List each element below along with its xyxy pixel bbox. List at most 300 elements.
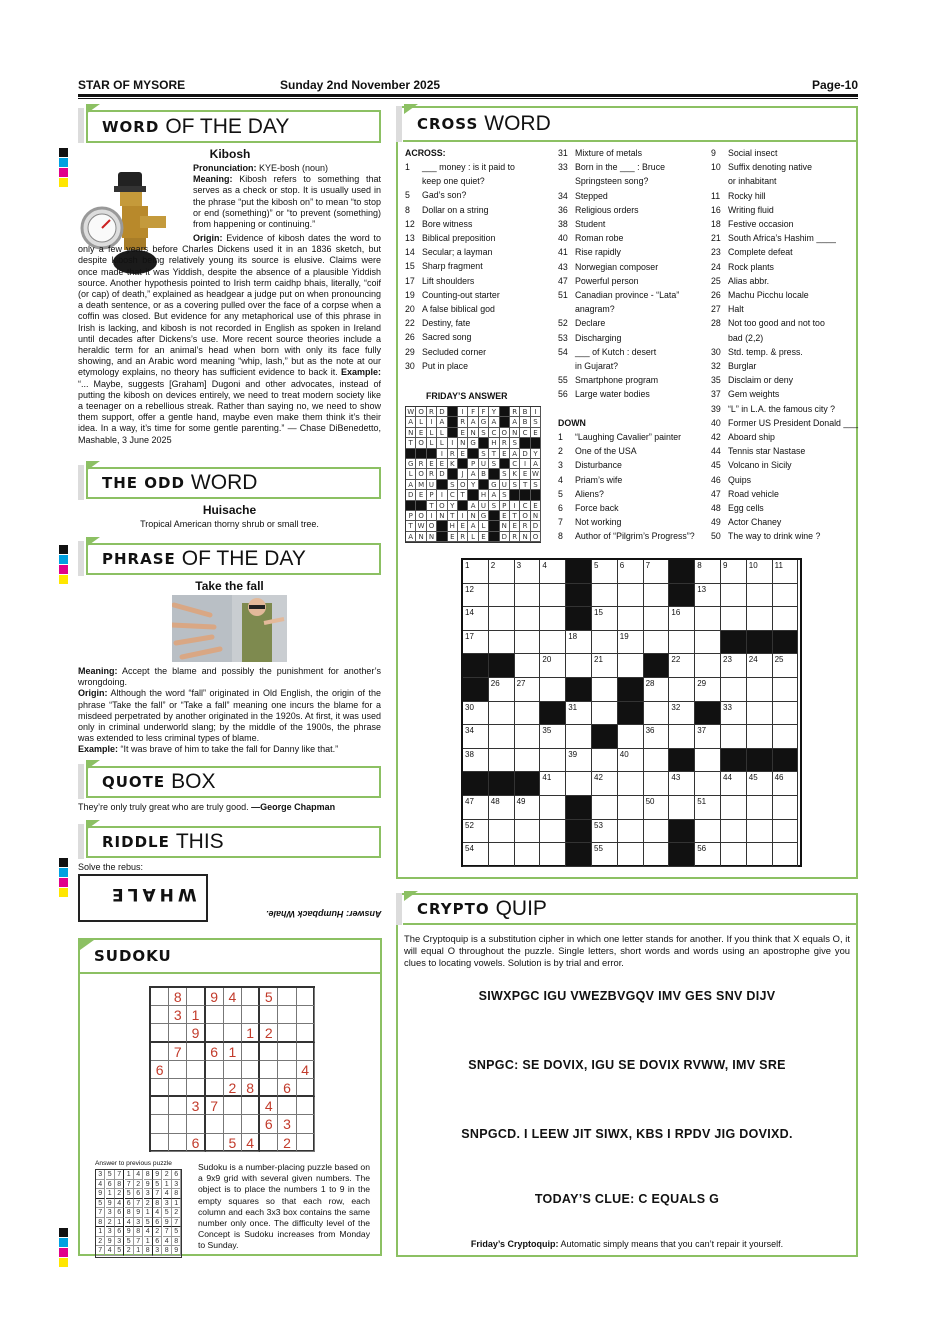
sudoku-cell[interactable]: [278, 988, 296, 1006]
crossword-cell[interactable]: 53: [592, 820, 618, 844]
answer-cell: S: [510, 438, 520, 448]
answer-cell: T: [406, 521, 416, 531]
answer-cell: E: [510, 521, 520, 531]
answer-cell: W: [531, 469, 541, 479]
answer-cell: E: [531, 428, 541, 438]
crossword-cell[interactable]: 50: [644, 796, 670, 820]
sudoku-cell[interactable]: [151, 1115, 169, 1133]
sudoku-cell[interactable]: 7: [206, 1097, 224, 1115]
crossword-cell[interactable]: 54: [463, 843, 489, 867]
sudoku-cell[interactable]: [242, 988, 260, 1006]
crossword-cell[interactable]: 49: [515, 796, 541, 820]
crossword-cell[interactable]: 29: [695, 678, 721, 702]
crossword-cell[interactable]: 33: [721, 702, 747, 726]
crossword-cell[interactable]: 1: [463, 560, 489, 584]
clue-text: ___ of Kutch : desert: [575, 346, 657, 357]
crossword-cell[interactable]: 51: [695, 796, 721, 820]
clue-text: Dollar on a string: [422, 204, 489, 215]
sudoku-cell[interactable]: [278, 1061, 296, 1079]
crossword-cell[interactable]: [489, 607, 515, 631]
previous-answer-cell: 8: [125, 1208, 134, 1218]
crossword-cell[interactable]: [721, 678, 747, 702]
crossword-cell[interactable]: [618, 772, 644, 796]
sudoku-cell[interactable]: [297, 1079, 315, 1097]
answer-cell: D: [531, 521, 541, 531]
crossword-block: [566, 607, 592, 631]
crossword-cell[interactable]: 41: [540, 772, 566, 796]
crossword-cell[interactable]: [747, 702, 773, 726]
crossword-cell[interactable]: 47: [463, 796, 489, 820]
down-clue: [711, 316, 825, 330]
previous-answer-cell: 1: [163, 1180, 172, 1190]
crossword-cell[interactable]: [644, 607, 670, 631]
crossword-cell[interactable]: [747, 678, 773, 702]
answer-cell: I: [448, 438, 458, 448]
answer-cell: A: [468, 469, 478, 479]
answer-cell: E: [427, 459, 437, 469]
crossword-cell[interactable]: 56: [695, 843, 721, 867]
crossword-cell[interactable]: 14: [463, 607, 489, 631]
sudoku-cell[interactable]: [242, 1043, 260, 1061]
sudoku-cell[interactable]: [260, 1134, 278, 1152]
sudoku-cell[interactable]: [169, 1134, 187, 1152]
crossword-cell[interactable]: [669, 725, 695, 749]
cryptoquip-line-3: SNPGCD. I LEEW JIT SIWX, KBS I RPDV JIG DOVIXD.: [461, 1127, 793, 1141]
clue-number: 19: [405, 289, 415, 300]
sudoku-cell[interactable]: [206, 1115, 224, 1133]
answer-cell: T: [510, 511, 520, 521]
crossword-cell[interactable]: 55: [592, 843, 618, 867]
across-clue: [405, 203, 489, 217]
crossword-cell[interactable]: [695, 749, 721, 773]
crossword-cell[interactable]: 25: [773, 654, 799, 678]
sudoku-cell[interactable]: 1: [187, 1006, 205, 1024]
crossword-cell[interactable]: [618, 820, 644, 844]
crossword-cell[interactable]: [566, 725, 592, 749]
sudoku-cell[interactable]: [169, 1097, 187, 1115]
sudoku-cell[interactable]: 7: [169, 1043, 187, 1061]
crossword-cell[interactable]: [773, 678, 799, 702]
answer-cell: O: [416, 407, 426, 417]
answer-cell: O: [458, 480, 468, 490]
crossword-cell[interactable]: 4: [540, 560, 566, 584]
sudoku-cell[interactable]: 6: [187, 1134, 205, 1152]
previous-answer-cell: 3: [134, 1218, 143, 1228]
previous-answer-cell: 7: [163, 1227, 172, 1237]
crossword-cell[interactable]: 12: [463, 584, 489, 608]
sudoku-cell[interactable]: [242, 1061, 260, 1079]
clue-number: 2: [558, 446, 563, 457]
crossword-cell[interactable]: 48: [489, 796, 515, 820]
crossword-cell[interactable]: [747, 584, 773, 608]
sudoku-cell[interactable]: [242, 1006, 260, 1024]
sudoku-cell[interactable]: [297, 1024, 315, 1042]
sudoku-cell[interactable]: 9: [187, 1024, 205, 1042]
crossword-cell[interactable]: [489, 702, 515, 726]
sudoku-cell[interactable]: 2: [278, 1134, 296, 1152]
clue-text: Disclaim or deny: [728, 375, 794, 386]
sudoku-cell[interactable]: [278, 1024, 296, 1042]
crossword-cell[interactable]: 6: [618, 560, 644, 584]
sudoku-cell[interactable]: 6: [278, 1079, 296, 1097]
crossword-block: [773, 631, 799, 655]
crossword-cell[interactable]: [489, 749, 515, 773]
sudoku-cell[interactable]: [297, 1097, 315, 1115]
crossword-cell[interactable]: [489, 584, 515, 608]
across-clue: [558, 260, 658, 274]
sudoku-cell[interactable]: [242, 1097, 260, 1115]
sudoku-cell[interactable]: [151, 1097, 169, 1115]
across-clue: [405, 245, 492, 259]
crossword-cell[interactable]: 24: [747, 654, 773, 678]
across-clue: [405, 288, 500, 302]
crossword-cell[interactable]: 42: [592, 772, 618, 796]
sudoku-cell[interactable]: [224, 1006, 242, 1024]
sudoku-cell[interactable]: [187, 1043, 205, 1061]
across-clue: [558, 373, 658, 387]
answer-cell: O: [416, 469, 426, 479]
crossword-cell[interactable]: [773, 820, 799, 844]
crossword-cell[interactable]: [515, 725, 541, 749]
sudoku-cell[interactable]: [278, 1097, 296, 1115]
previous-answer-cell: 3: [153, 1246, 162, 1256]
crossword-cell[interactable]: 31: [566, 702, 592, 726]
clue-number: 20: [405, 304, 415, 314]
crossword-cell[interactable]: 5: [592, 560, 618, 584]
crossword-cell[interactable]: 18: [566, 631, 592, 655]
sudoku-cell[interactable]: [151, 988, 169, 1006]
crossword-cell[interactable]: 8: [695, 560, 721, 584]
crossword-cell[interactable]: [773, 607, 799, 631]
crossword-cell[interactable]: [721, 796, 747, 820]
answer-block: [448, 428, 458, 438]
crossword-cell[interactable]: 26: [489, 678, 515, 702]
crossword-cell[interactable]: [540, 631, 566, 655]
crossword-cell[interactable]: [644, 631, 670, 655]
crossword-cell[interactable]: [489, 820, 515, 844]
crossword-cell[interactable]: [644, 772, 670, 796]
answer-cell: E: [500, 511, 510, 521]
crossword-cell[interactable]: [515, 584, 541, 608]
crossword-cell[interactable]: 20: [540, 654, 566, 678]
crossword-cell[interactable]: [489, 631, 515, 655]
crossword-block: [695, 702, 721, 726]
crossword-cell[interactable]: 52: [463, 820, 489, 844]
crossword-cell[interactable]: [566, 654, 592, 678]
across-clue: [558, 302, 615, 316]
sudoku-cell[interactable]: 6: [260, 1115, 278, 1133]
answer-cell: H: [448, 521, 458, 531]
sudoku-cell[interactable]: [224, 1061, 242, 1079]
crossword-cell[interactable]: 36: [644, 725, 670, 749]
sudoku-cell[interactable]: [297, 1006, 315, 1024]
crossword-cell[interactable]: 32: [669, 702, 695, 726]
clue-text: The way to drink wine ?: [728, 531, 821, 542]
previous-answer-cell: 9: [172, 1246, 181, 1256]
crossword-cell[interactable]: [695, 820, 721, 844]
answer-cell: R: [427, 407, 437, 417]
crossword-cell[interactable]: [618, 843, 644, 867]
crossword-cell[interactable]: [540, 749, 566, 773]
previous-answer-cell: 5: [125, 1189, 134, 1199]
sudoku-cell[interactable]: 2: [224, 1079, 242, 1097]
sudoku-cell[interactable]: [169, 1079, 187, 1097]
crossword-cell[interactable]: 39: [566, 749, 592, 773]
crossword-cell[interactable]: [669, 796, 695, 820]
crossword-cell[interactable]: 7: [644, 560, 670, 584]
crossword-cell[interactable]: [540, 584, 566, 608]
sudoku-cell[interactable]: [187, 1079, 205, 1097]
answer-cell: E: [437, 459, 447, 469]
crossword-cell[interactable]: [644, 820, 670, 844]
sudoku-cell[interactable]: 3: [278, 1115, 296, 1133]
previous-answer-cell: 8: [153, 1199, 162, 1209]
crossword-cell[interactable]: 43: [669, 772, 695, 796]
sudoku-cell[interactable]: [206, 1024, 224, 1042]
crossword-cell[interactable]: 27: [515, 678, 541, 702]
previous-answer-cell: 6: [153, 1237, 162, 1247]
crossword-cell[interactable]: 16: [669, 607, 695, 631]
crossword-grid[interactable]: [461, 558, 802, 867]
sudoku-cell[interactable]: [224, 1024, 242, 1042]
answer-block: [500, 459, 510, 469]
crossword-cell[interactable]: [695, 607, 721, 631]
sudoku-cell[interactable]: 9: [206, 988, 224, 1006]
crossword-cell[interactable]: 15: [592, 607, 618, 631]
crossword-cell[interactable]: 23: [721, 654, 747, 678]
sudoku-cell[interactable]: 1: [224, 1043, 242, 1061]
sudoku-cell[interactable]: [297, 988, 315, 1006]
crossword-cell[interactable]: [721, 607, 747, 631]
crossword-cell[interactable]: [773, 796, 799, 820]
crossword-cell[interactable]: [721, 584, 747, 608]
crossword-cell[interactable]: 11: [773, 560, 799, 584]
down-clue: [711, 189, 766, 203]
crossword-cell[interactable]: [773, 725, 799, 749]
crossword-block: [669, 584, 695, 608]
sudoku-cell[interactable]: [224, 1097, 242, 1115]
crossword-cell[interactable]: [489, 725, 515, 749]
clue-number: 15: [405, 261, 415, 272]
crossword-cell[interactable]: [644, 702, 670, 726]
crossword-cell[interactable]: [695, 631, 721, 655]
sudoku-cell[interactable]: [297, 1134, 315, 1152]
crossword-cell[interactable]: [566, 772, 592, 796]
crossword-cell[interactable]: [618, 725, 644, 749]
sudoku-cell[interactable]: [260, 1079, 278, 1097]
previous-answer-cell: 6: [134, 1189, 143, 1199]
crossword-cell[interactable]: [669, 678, 695, 702]
sudoku-cell[interactable]: [169, 1024, 187, 1042]
crossword-cell[interactable]: [489, 843, 515, 867]
sudoku-cell[interactable]: [242, 1115, 260, 1133]
answer-cell: S: [500, 469, 510, 479]
crossword-cell[interactable]: [540, 820, 566, 844]
sudoku-cell[interactable]: [206, 1061, 224, 1079]
crossword-cell[interactable]: [747, 725, 773, 749]
sudoku-cell[interactable]: 1: [242, 1024, 260, 1042]
crossword-cell[interactable]: [773, 584, 799, 608]
sudoku-cell[interactable]: 8: [169, 988, 187, 1006]
crossword-cell[interactable]: [773, 843, 799, 867]
sudoku-cell[interactable]: 3: [187, 1097, 205, 1115]
crossword-cell[interactable]: [540, 607, 566, 631]
crossword-cell[interactable]: [695, 654, 721, 678]
sudoku-cell[interactable]: [169, 1115, 187, 1133]
crossword-cell[interactable]: [592, 702, 618, 726]
crossword-cell[interactable]: [515, 820, 541, 844]
sudoku-cell[interactable]: 8: [242, 1079, 260, 1097]
crossword-cell[interactable]: [644, 843, 670, 867]
sudoku-cell[interactable]: 4: [260, 1097, 278, 1115]
down-clue: [558, 444, 637, 458]
answer-block: [406, 501, 416, 511]
crossword-cell[interactable]: [515, 607, 541, 631]
clue-number: 22: [405, 318, 415, 329]
crossword-cell[interactable]: 45: [747, 772, 773, 796]
answer-block: [520, 438, 530, 448]
sudoku-cell[interactable]: [297, 1043, 315, 1061]
crossword-cell[interactable]: 17: [463, 631, 489, 655]
sudoku-cell[interactable]: 4: [224, 988, 242, 1006]
crossword-cell[interactable]: 38: [463, 749, 489, 773]
sudoku-cell[interactable]: [151, 1079, 169, 1097]
crossword-cell[interactable]: [515, 749, 541, 773]
crossword-cell[interactable]: 2: [489, 560, 515, 584]
sudoku-cell[interactable]: [169, 1061, 187, 1079]
crossword-cell[interactable]: 37: [695, 725, 721, 749]
clue-number: 48: [711, 503, 721, 513]
sudoku-cell[interactable]: [260, 1061, 278, 1079]
answer-cell: O: [500, 428, 510, 438]
crossword-cell[interactable]: [747, 607, 773, 631]
clue-number: 8: [405, 204, 410, 215]
clue-text: Sharp fragment: [422, 261, 483, 272]
crossword-cell[interactable]: [515, 631, 541, 655]
sudoku-cell[interactable]: 4: [242, 1134, 260, 1152]
sudoku-cell[interactable]: [151, 1134, 169, 1152]
crossword-cell[interactable]: 13: [695, 584, 721, 608]
clue-text: Not too good and not too: [728, 318, 825, 329]
sudoku-cell[interactable]: 2: [260, 1024, 278, 1042]
crossword-cell[interactable]: [540, 843, 566, 867]
previous-answer-cell: 8: [144, 1246, 153, 1256]
crossword-cell[interactable]: [721, 820, 747, 844]
across-clue: [405, 174, 485, 188]
sudoku-cell[interactable]: [297, 1115, 315, 1133]
crossword-cell[interactable]: 22: [669, 654, 695, 678]
crossword-cell[interactable]: [618, 654, 644, 678]
down-clue: [711, 387, 779, 401]
crossword-cell[interactable]: [515, 654, 541, 678]
sudoku-cell[interactable]: [187, 1061, 205, 1079]
phrase-header: PHRASE OF THE DAY: [86, 543, 381, 575]
sudoku-cell[interactable]: 5: [260, 988, 278, 1006]
crossword-cell[interactable]: [515, 702, 541, 726]
sudoku-cell[interactable]: 4: [297, 1061, 315, 1079]
sudoku-cell[interactable]: [206, 1079, 224, 1097]
crossword-cell[interactable]: 9: [721, 560, 747, 584]
crossword-cell[interactable]: [515, 843, 541, 867]
crossword-cell[interactable]: [644, 749, 670, 773]
clue-number: 52: [558, 318, 568, 329]
down-clue: [711, 146, 777, 160]
previous-answer-cell: 5: [96, 1199, 105, 1209]
crossword-cell[interactable]: 19: [618, 631, 644, 655]
sudoku-cell[interactable]: [278, 1006, 296, 1024]
crossword-cell[interactable]: [592, 631, 618, 655]
crossword-cell[interactable]: [618, 607, 644, 631]
sudoku-cell[interactable]: [260, 1043, 278, 1061]
crossword-cell[interactable]: [747, 843, 773, 867]
crossword-cell[interactable]: 44: [721, 772, 747, 796]
crossword-cell[interactable]: [644, 584, 670, 608]
crossword-cell[interactable]: [695, 772, 721, 796]
clue-text: Counting-out starter: [422, 289, 500, 300]
crossword-cell[interactable]: [618, 796, 644, 820]
crossword-cell[interactable]: 28: [644, 678, 670, 702]
previous-answer-cell: 1: [96, 1227, 105, 1237]
answer-cell: W: [406, 407, 416, 417]
crossword-cell[interactable]: [592, 678, 618, 702]
sudoku-cell[interactable]: [206, 1006, 224, 1024]
sudoku-cell[interactable]: [151, 1006, 169, 1024]
clue-text: Secluded corner: [422, 346, 487, 357]
sudoku-cell[interactable]: [224, 1115, 242, 1133]
sudoku-cell[interactable]: 6: [151, 1061, 169, 1079]
crossword-cell[interactable]: [773, 702, 799, 726]
sudoku-cell[interactable]: [187, 988, 205, 1006]
across-clue: [558, 331, 621, 345]
crossword-cell[interactable]: [747, 820, 773, 844]
sudoku-description: Sudoku is a number-placing puzzle based on a 9x9 grid with several given numbers. The object is to place the numbers 1 to 9 in the empty squares so that each row, each column and each 3x3 box contains the same number only once. The difficulty level of the Concept is Sudoku increases from Monday to Sunday.: [198, 1162, 370, 1251]
answer-cell: N: [406, 428, 416, 438]
crossword-cell[interactable]: [592, 749, 618, 773]
crossword-cell[interactable]: 35: [540, 725, 566, 749]
sudoku-cell[interactable]: 6: [206, 1043, 224, 1061]
crossword-cell[interactable]: [592, 796, 618, 820]
sudoku-cell[interactable]: [206, 1134, 224, 1152]
sudoku-cell[interactable]: 5: [224, 1134, 242, 1152]
crossword-cell[interactable]: 40: [618, 749, 644, 773]
crossword-cell[interactable]: [721, 725, 747, 749]
crossword-cell[interactable]: [592, 584, 618, 608]
previous-answer-cell: 4: [115, 1199, 124, 1209]
crossword-cell[interactable]: [540, 678, 566, 702]
crossword-cell[interactable]: 34: [463, 725, 489, 749]
crossword-cell[interactable]: 30: [463, 702, 489, 726]
sudoku-cell[interactable]: [151, 1043, 169, 1061]
sudoku-cell[interactable]: [278, 1043, 296, 1061]
crossword-cell[interactable]: 10: [747, 560, 773, 584]
crossword-cell[interactable]: [721, 843, 747, 867]
crossword-cell[interactable]: 3: [515, 560, 541, 584]
crossword-cell[interactable]: [618, 584, 644, 608]
sudoku-cell[interactable]: [151, 1024, 169, 1042]
crossword-cell[interactable]: 46: [773, 772, 799, 796]
crossword-cell[interactable]: [669, 631, 695, 655]
sudoku-cell[interactable]: [260, 1006, 278, 1024]
sudoku-cell[interactable]: 3: [169, 1006, 187, 1024]
answer-cell: E: [479, 532, 489, 542]
sudoku-cell[interactable]: [187, 1115, 205, 1133]
answer-cell: F: [468, 407, 478, 417]
previous-answer-cell: 5: [115, 1246, 124, 1256]
crossword-cell[interactable]: [747, 796, 773, 820]
answer-cell: K: [510, 469, 520, 479]
crossword-cell[interactable]: [540, 796, 566, 820]
crossword-cell[interactable]: 21: [592, 654, 618, 678]
